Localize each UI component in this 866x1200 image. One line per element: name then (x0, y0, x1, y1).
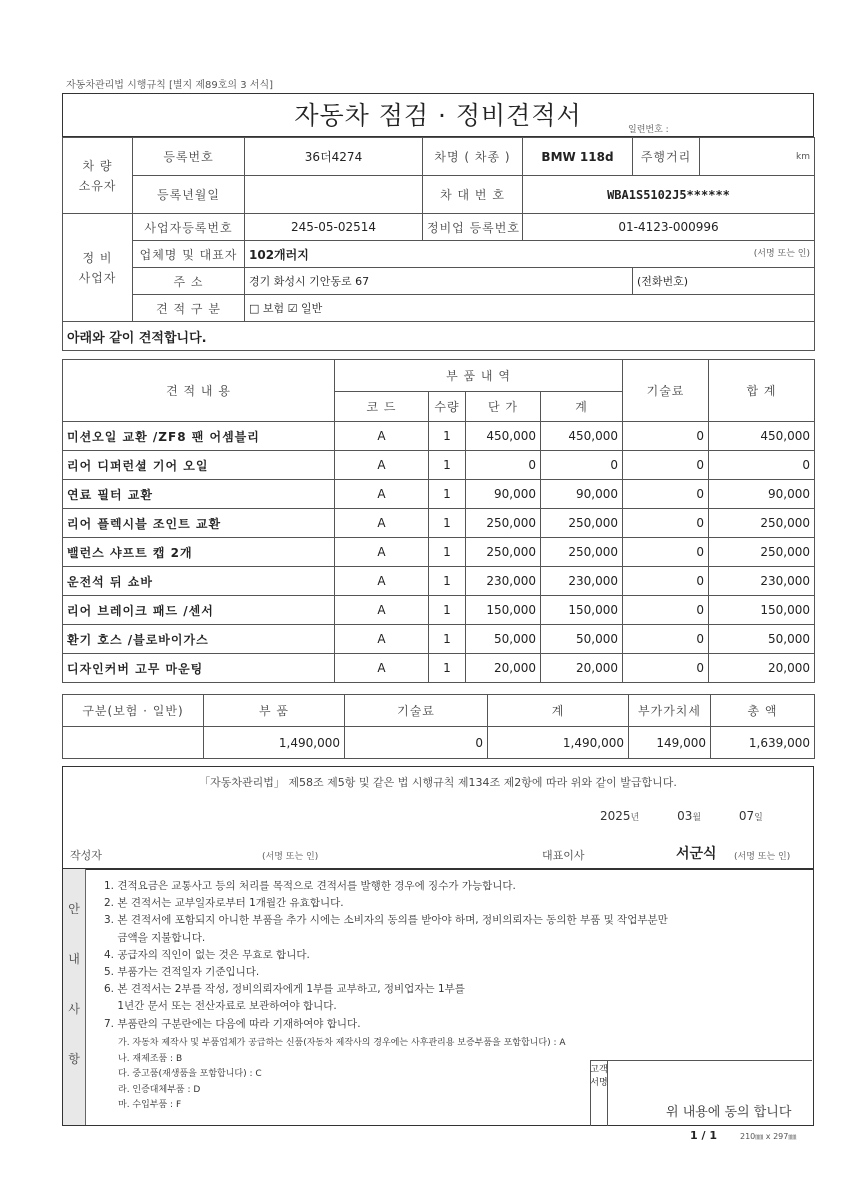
item-row (63, 451, 815, 480)
item-unit-price: 150,000 (466, 596, 541, 625)
company-label: 업체명 및 대표자 (133, 241, 245, 268)
summary-header-sum: 계 (488, 695, 629, 727)
summary-header-vat: 부가가치세 (629, 695, 711, 727)
intro-text: 아래와 같이 견적합니다. (63, 322, 815, 351)
rep-sign-note: (서명 또는 인) (734, 852, 791, 862)
summary-header-total: 총 액 (711, 695, 815, 727)
item-row (63, 625, 815, 654)
item-total: 0 (709, 451, 815, 480)
guide-item: 5. 부품가는 견적일자 기준입니다. (104, 966, 260, 979)
items-header-sum: 계 (541, 392, 623, 422)
item-unit-price: 50,000 (466, 625, 541, 654)
vin-label: 차 대 번 호 (423, 176, 523, 214)
items-header-labor: 기술료 (623, 360, 709, 422)
shop-section-label: 정 비 사업자 (63, 214, 133, 322)
guide-label-char: 항 (68, 1052, 80, 1066)
guide-item: 1년간 문서 또는 전산자료로 보관하여야 합니다. (104, 1000, 337, 1013)
guide-item: 1. 견적요금은 교통사고 등의 처리를 목적으로 견적서를 발행한 경우에 징수가 가능합니다. (104, 880, 516, 892)
item-code: A (335, 451, 429, 480)
item-name: 디자인커버 고무 마운팅 (63, 654, 335, 683)
guide-list (104, 878, 668, 1033)
month-unit: 월 (692, 813, 702, 823)
item-labor: 0 (623, 654, 709, 683)
item-labor: 0 (623, 422, 709, 451)
item-code: A (335, 509, 429, 538)
summary-parts: 1,490,000 (204, 727, 345, 759)
item-name: 환기 호스 /블로바이가스 (63, 625, 335, 654)
item-sum: 250,000 (541, 538, 623, 567)
issue-month: 03 (677, 809, 693, 823)
item-row (63, 567, 815, 596)
item-sum: 150,000 (541, 596, 623, 625)
item-row (63, 654, 815, 683)
item-name: 미션오일 교환 /ZF8 팬 어셈블리 (63, 422, 335, 451)
item-qty: 1 (429, 567, 466, 596)
reg-date-label: 등록년월일 (133, 176, 245, 214)
company-sign-note: (서명 또는 인) (753, 248, 810, 259)
mileage-unit: km (700, 138, 815, 176)
rep-label: 대표이사 (542, 849, 585, 862)
summary-sum: 1,490,000 (488, 727, 629, 759)
item-qty: 1 (429, 596, 466, 625)
item-unit-price: 90,000 (466, 480, 541, 509)
items-header-content: 견 적 내 용 (63, 360, 335, 422)
item-code: A (335, 596, 429, 625)
summary-header-labor: 기술료 (345, 695, 488, 727)
item-name: 리어 디퍼런셜 기어 오일 (63, 451, 335, 480)
item-sum: 20,000 (541, 654, 623, 683)
summary-header-type: 구분(보험 · 일반) (63, 695, 204, 727)
day-unit: 일 (754, 813, 763, 823)
issue-date (600, 809, 763, 823)
item-sum: 50,000 (541, 625, 623, 654)
guide-item: 금액을 지불합니다. (104, 931, 206, 944)
item-code: A (335, 625, 429, 654)
items-header-total: 합 계 (709, 360, 815, 422)
item-qty: 1 (429, 451, 466, 480)
item-labor: 0 (623, 480, 709, 509)
item-sum: 0 (541, 451, 623, 480)
car-name-value: BMW 118d (523, 138, 633, 176)
summary-header-parts: 부 품 (204, 695, 345, 727)
form-reference: 자동차관리법 시행규칙 [별지 제89호의 3 서식] (66, 80, 274, 91)
shopno-label: 정비업 등록번호 (423, 214, 523, 241)
guide-item: 2. 본 견적서는 교부일자로부터 1개월간 유효합니다. (104, 897, 344, 910)
agree-text: 위 내용에 동의 합니다 (666, 1105, 792, 1120)
guide-item: 4. 공급자의 직인이 없는 것은 무효로 합니다. (104, 948, 310, 961)
address-value: 경기 화성시 기안동로 67 (245, 268, 633, 295)
bizno-value: 245-05-02514 (245, 214, 423, 241)
estimate-type-value: □ 보험 ☑ 일반 (245, 295, 815, 322)
page-number: 1 / 1 (690, 1129, 717, 1142)
item-code: A (335, 654, 429, 683)
item-name: 리어 브레이크 패드 /센서 (63, 596, 335, 625)
item-unit-price: 0 (466, 451, 541, 480)
car-name-label: 차명 ( 차종 ) (423, 138, 523, 176)
reg-no-value: 36더4274 (245, 138, 423, 176)
guide-item: 7. 부품란의 구분란에는 다음에 따라 기재하여야 합니다. (104, 1017, 361, 1030)
item-total: 450,000 (709, 422, 815, 451)
item-unit-price: 250,000 (466, 538, 541, 567)
item-total: 150,000 (709, 596, 815, 625)
item-labor: 0 (623, 625, 709, 654)
item-labor: 0 (623, 567, 709, 596)
item-name: 리어 플렉시블 조인트 교환 (63, 509, 335, 538)
item-row (63, 422, 815, 451)
item-code: A (335, 538, 429, 567)
vehicle-section-label: 차 량 소유자 (63, 138, 133, 214)
item-sum: 250,000 (541, 509, 623, 538)
items-header-code: 코 드 (335, 392, 429, 422)
reg-no-label: 등록번호 (133, 138, 245, 176)
items-header-qty: 수량 (429, 392, 466, 422)
item-unit-price: 230,000 (466, 567, 541, 596)
item-total: 50,000 (709, 625, 815, 654)
item-sum: 450,000 (541, 422, 623, 451)
item-code: A (335, 480, 429, 509)
item-total: 230,000 (709, 567, 815, 596)
item-qty: 1 (429, 422, 466, 451)
summary-total: 1,639,000 (711, 727, 815, 759)
phone-label: (전화번호) (633, 268, 815, 295)
summary-vat: 149,000 (629, 727, 711, 759)
item-name: 운전석 뒤 쇼바 (63, 567, 335, 596)
mileage-label: 주행거리 (633, 138, 700, 176)
guide-sub-item: 마. 수입부품 : F (118, 1100, 182, 1111)
item-qty: 1 (429, 480, 466, 509)
page-title: 자동차 점검 · 정비견적서 (294, 101, 582, 130)
guide-label (63, 900, 85, 1100)
item-sum: 90,000 (541, 480, 623, 509)
item-unit-price: 250,000 (466, 509, 541, 538)
item-labor: 0 (623, 538, 709, 567)
item-total: 90,000 (709, 480, 815, 509)
writer-label: 작성자 (70, 849, 102, 862)
item-qty: 1 (429, 538, 466, 567)
item-code: A (335, 422, 429, 451)
company-cell (245, 241, 815, 268)
paper-size: 210㎜ x 297㎜ (740, 1132, 797, 1141)
guide-label-char: 사 (68, 1002, 80, 1016)
item-unit-price: 20,000 (466, 654, 541, 683)
item-labor: 0 (623, 596, 709, 625)
item-total: 250,000 (709, 509, 815, 538)
estimate-type-label: 견 적 구 분 (133, 295, 245, 322)
guide-sub-item: 라. 인증대체부품 : D (118, 1084, 201, 1095)
issue-year: 2025 (600, 809, 631, 823)
item-code: A (335, 567, 429, 596)
guide-item: 3. 본 견적서에 포함되지 아니한 부품을 추가 시에는 소비자의 동의를 받아야 하며, 정비의뢰자는 동의한 부품 및 작업부분만 (104, 914, 668, 927)
bizno-label: 사업자등록번호 (133, 214, 245, 241)
item-sum: 230,000 (541, 567, 623, 596)
guide-label-char: 안 (68, 902, 80, 916)
item-labor: 0 (623, 509, 709, 538)
reg-date-value (245, 176, 423, 214)
item-row (63, 538, 815, 567)
items-table (62, 359, 815, 683)
summary-table (62, 694, 815, 759)
guide-sub-item: 가. 자동차 제작사 및 부품업체가 공급하는 신품(자동차 제작사의 경우에는 사후관리용 보증부품을 포함합니다) : A (118, 1038, 566, 1048)
item-total: 250,000 (709, 538, 815, 567)
company-name: 102개러지 (249, 247, 309, 262)
guide-item: 6. 본 견적서는 2부를 작성, 정비의뢰자에게 1부를 교부하고, 정비업자는 1부를 (104, 983, 465, 996)
serial-label: 일련번호 : (628, 125, 669, 135)
item-unit-price: 450,000 (466, 422, 541, 451)
guide-sub-list (118, 1036, 566, 1114)
item-row (63, 596, 815, 625)
item-row (63, 480, 815, 509)
item-qty: 1 (429, 654, 466, 683)
summary-labor: 0 (345, 727, 488, 759)
item-total: 20,000 (709, 654, 815, 683)
issue-day: 07 (738, 809, 755, 823)
vin-value: WBA1S5102J5****** (523, 176, 815, 214)
address-label: 주 소 (133, 268, 245, 295)
shopno-value: 01-4123-000996 (523, 214, 815, 241)
year-unit: 년 (630, 813, 640, 823)
item-qty: 1 (429, 509, 466, 538)
writer-sign-note: (서명 또는 인) (262, 852, 319, 862)
item-name: 연료 필터 교환 (63, 480, 335, 509)
item-qty: 1 (429, 625, 466, 654)
item-name: 밸런스 샤프트 캡 2개 (63, 538, 335, 567)
items-header-unit: 단 가 (466, 392, 541, 422)
summary-type (63, 727, 204, 759)
guide-sub-item: 다. 중고품(재생품을 포함합니다) : C (118, 1069, 262, 1080)
items-header-parts: 부 품 내 역 (335, 360, 623, 392)
guide-label-char: 내 (68, 952, 80, 966)
legal-statement: 「자동차관리법」 제58조 제5항 및 같은 법 시행규칙 제134조 제2항에 따라 위와 같이 발급합니다. (199, 776, 677, 789)
guide-sub-item: 나. 재제조품 : B (118, 1053, 183, 1064)
item-row (63, 509, 815, 538)
customer-sign-label: 고객서명 (590, 1065, 608, 1088)
rep-name: 서군식 (676, 846, 717, 862)
info-table (62, 137, 815, 351)
item-labor: 0 (623, 451, 709, 480)
